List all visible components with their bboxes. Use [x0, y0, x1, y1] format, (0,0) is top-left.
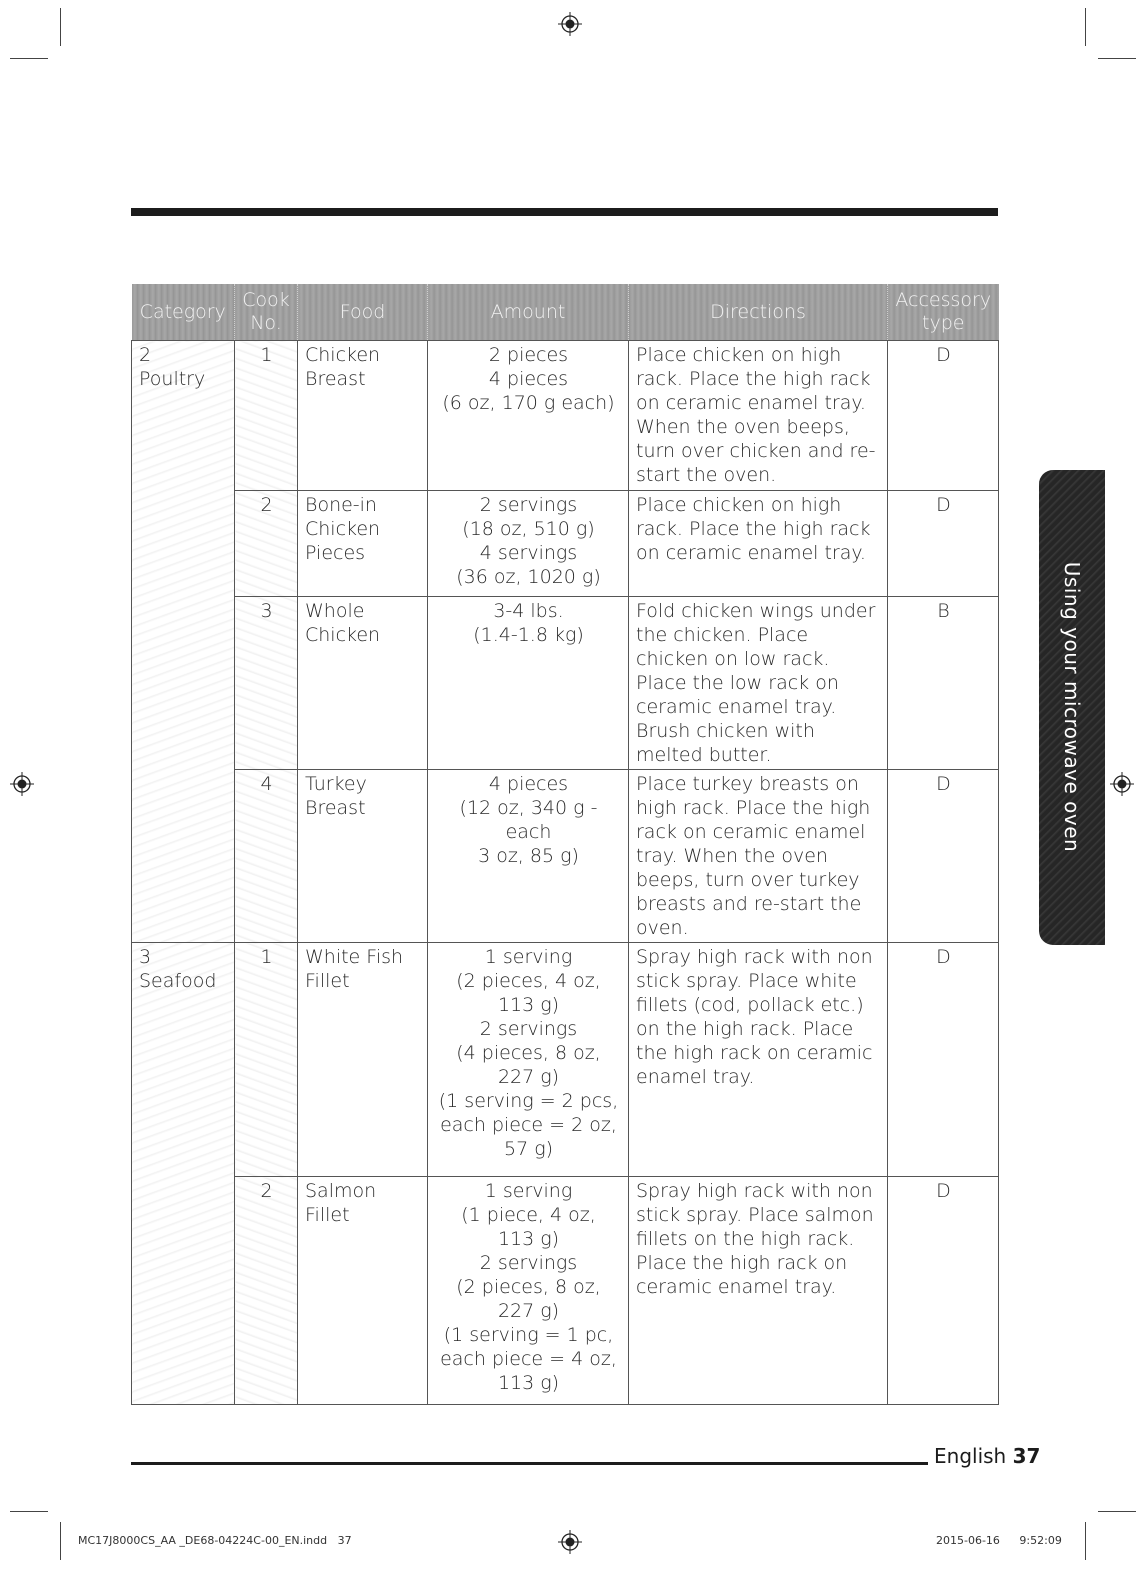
footer-rule — [131, 1462, 928, 1465]
amount-line: 4 pieces — [488, 773, 569, 795]
page-number: 37 — [1012, 1444, 1041, 1468]
amount-line: 57 g) — [503, 1138, 554, 1160]
amount-line: 113 g) — [497, 994, 560, 1016]
amount-line: 1 serving — [484, 946, 573, 968]
table-row — [132, 943, 999, 1177]
crop-mark — [1098, 1511, 1136, 1512]
directions-cell: Spray high rack with non stick spray. Place salmon fillets on the high rack. Place the high rack on ceramic enamel tray. — [629, 1177, 888, 1405]
header-amount: Amount — [428, 284, 629, 341]
amount-line: (36 oz, 1020 g) — [456, 566, 601, 588]
amount-line: 2 servings — [479, 1018, 578, 1040]
accessory-type-cell: D — [888, 341, 999, 491]
amount-cell — [428, 341, 629, 491]
food-cell: Turkey Breast — [298, 770, 428, 943]
cook-number-cell: 2 — [235, 491, 298, 597]
section-side-tab — [1039, 470, 1105, 945]
amount-line: (1 piece, 4 oz, — [461, 1204, 596, 1226]
header-category: Category — [132, 284, 235, 341]
amount-line: 4 servings — [479, 542, 578, 564]
registration-mark-icon — [10, 772, 34, 796]
registration-mark-icon — [558, 12, 582, 36]
header-directions: Directions — [629, 284, 888, 341]
accessory-type-cell: B — [888, 597, 999, 770]
registration-mark-icon — [1110, 772, 1134, 796]
amount-line: each piece = 2 oz, — [440, 1114, 617, 1136]
accessory-type-cell: D — [888, 770, 999, 943]
crop-mark — [1098, 58, 1136, 59]
accessory-type-cell: D — [888, 491, 999, 597]
food-cell: Chicken Breast — [298, 341, 428, 491]
cook-number-cell: 3 — [235, 597, 298, 770]
directions-cell: Place chicken on high rack. Place the high rack on ceramic enamel tray. — [629, 491, 888, 597]
amount-line: 1 serving — [484, 1180, 573, 1202]
registration-mark-icon — [558, 1530, 582, 1554]
table-header-row — [132, 284, 999, 341]
footer-language: English — [934, 1444, 1007, 1468]
amount-line: (18 oz, 510 g) — [462, 518, 595, 540]
food-cell: White Fish Fillet — [298, 943, 428, 1177]
amount-cell — [428, 770, 629, 943]
cooking-guide-table — [131, 284, 999, 1405]
directions-cell: Fold chicken wings under the chicken. Place chicken on low rack. Place the low rack on ceramic enamel tray. Brush chicken with melted butter. — [629, 597, 888, 770]
crop-mark — [10, 58, 48, 59]
amount-line: 113 g) — [497, 1372, 560, 1394]
amount-line: 2 pieces — [488, 344, 569, 366]
amount-line: each piece = 4 oz, — [440, 1348, 617, 1370]
amount-line: (6 oz, 170 g each) — [442, 392, 615, 414]
table-row — [132, 491, 999, 597]
directions-cell: Place chicken on high rack. Place the high rack on ceramic enamel tray. When the oven beeps, turn over chicken and re-start the oven. — [629, 341, 888, 491]
crop-mark — [60, 8, 61, 46]
accessory-type-cell: D — [888, 943, 999, 1177]
directions-cell: Place turkey breasts on high rack. Place the high rack on ceramic enamel tray. When the oven beeps, turn over turkey breasts and re-start the oven. — [629, 770, 888, 943]
food-cell: Salmon Fillet — [298, 1177, 428, 1405]
amount-line: 2 servings — [479, 494, 578, 516]
header-cook-no: Cook No. — [235, 284, 298, 341]
amount-cell — [428, 597, 629, 770]
table-row — [132, 597, 999, 770]
table-row — [132, 770, 999, 943]
amount-line: (1.4-1.8 kg) — [473, 624, 584, 646]
amount-line: (4 pieces, 8 oz, — [456, 1042, 601, 1064]
amount-cell — [428, 943, 629, 1177]
amount-line: (12 oz, 340 g - each — [459, 797, 598, 843]
cook-number-cell: 1 — [235, 341, 298, 491]
amount-line: 3-4 lbs. — [493, 600, 564, 622]
amount-line: (1 serving = 2 pcs, — [438, 1090, 619, 1112]
amount-line: (1 serving = 1 pc, — [443, 1324, 614, 1346]
amount-cell — [428, 491, 629, 597]
header-rule — [131, 208, 998, 216]
print-slug-timestamp: 2015-06-16 9:52:09 — [936, 1534, 1062, 1547]
category-cell: 3 Seafood — [132, 943, 235, 1405]
amount-line: 2 servings — [479, 1252, 578, 1274]
table-row — [132, 1177, 999, 1405]
header-accessory-type: Accessory type — [888, 284, 999, 341]
cook-number-cell: 2 — [235, 1177, 298, 1405]
amount-line: 113 g) — [497, 1228, 560, 1250]
directions-cell: Spray high rack with non stick spray. Place white fillets (cod, pollack etc.) on the high rack. Place the high rack on ceramic enamel tray. — [629, 943, 888, 1177]
crop-mark — [10, 1511, 48, 1512]
crop-mark — [1085, 8, 1086, 46]
accessory-type-cell: D — [888, 1177, 999, 1405]
category-cell: 2 Poultry — [132, 341, 235, 943]
print-slug-file: MC17J8000CS_AA _DE68-04224C-00_EN.indd 37 — [78, 1534, 352, 1547]
header-food: Food — [298, 284, 428, 341]
amount-line: (2 pieces, 8 oz, — [456, 1276, 601, 1298]
amount-line: 4 pieces — [488, 368, 569, 390]
crop-mark — [60, 1522, 61, 1560]
cook-number-cell: 1 — [235, 943, 298, 1177]
table-row — [132, 341, 999, 491]
amount-cell — [428, 1177, 629, 1405]
food-cell: Whole Chicken — [298, 597, 428, 770]
amount-line: (2 pieces, 4 oz, — [456, 970, 601, 992]
crop-mark — [1085, 1522, 1086, 1560]
amount-line: 227 g) — [497, 1066, 560, 1088]
cook-number-cell: 4 — [235, 770, 298, 943]
amount-line: 227 g) — [497, 1300, 560, 1322]
food-cell: Bone-in Chicken Pieces — [298, 491, 428, 597]
page-footer — [934, 1444, 1040, 1468]
amount-line: 3 oz, 85 g) — [478, 845, 579, 867]
side-tab-label: Using your microwave oven — [1060, 561, 1084, 853]
